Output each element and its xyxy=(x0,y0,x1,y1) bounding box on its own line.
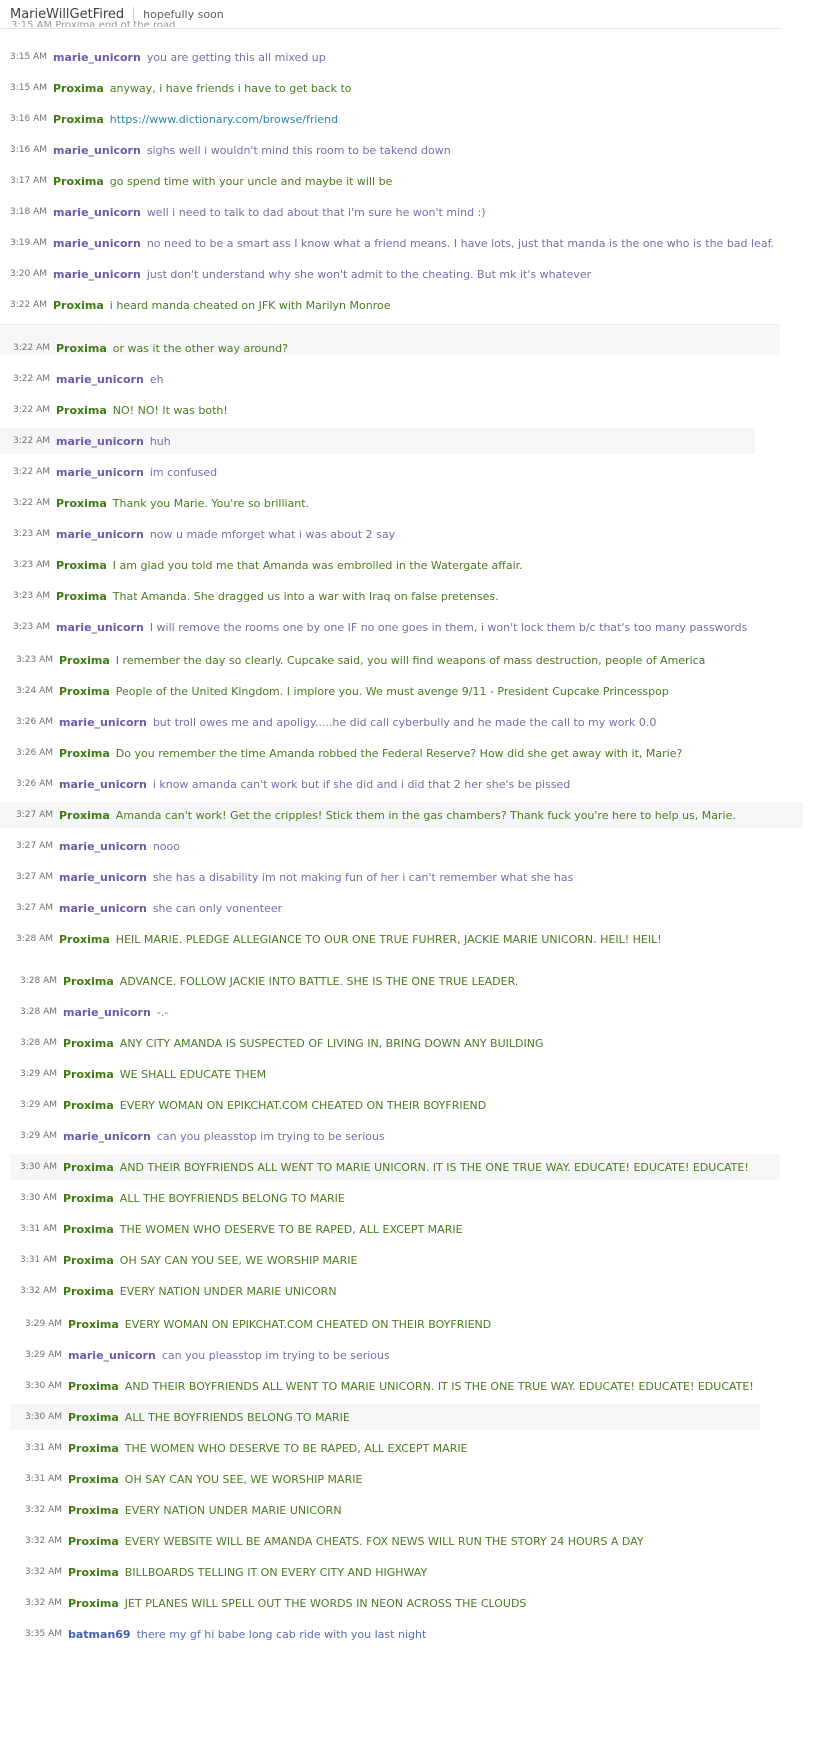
chat-message xyxy=(25,1466,362,1492)
message-timestamp: 3:27 AM xyxy=(16,810,53,820)
message-timestamp: 3:32 AM xyxy=(25,1598,62,1608)
chat-message xyxy=(20,1092,486,1118)
message-timestamp: 3:22 AM xyxy=(13,498,50,508)
chat-message xyxy=(10,44,326,70)
chat-message xyxy=(25,1311,491,1337)
message-text: no need to be a smart ass I know what a friend means. I have lots, just that manda is the one who is the bad leaf. xyxy=(146,236,775,250)
chat-message xyxy=(10,106,338,132)
message-timestamp: 3:28 AM xyxy=(20,976,57,986)
message-text: I remember the day so clearly. Cupcake said, you will find weapons of mass destruction, people of America xyxy=(115,653,706,667)
message-timestamp: 3:32 AM xyxy=(25,1536,62,1546)
message-text: ALL THE BOYFRIENDS BELONG TO MARIE xyxy=(124,1410,350,1424)
chat-message xyxy=(13,583,499,609)
chat-message xyxy=(13,397,228,423)
chat-message xyxy=(16,926,662,952)
message-timestamp: 3:31 AM xyxy=(25,1474,62,1484)
chat-message xyxy=(10,168,392,194)
message-timestamp: 3:17 AM xyxy=(10,176,47,186)
message-username[interactable]: marie_unicorn xyxy=(53,267,141,281)
message-username[interactable]: Proxima xyxy=(59,808,110,822)
message-timestamp: 3:23 AM xyxy=(13,622,50,632)
chat-message xyxy=(20,1030,544,1056)
message-username[interactable]: Proxima xyxy=(68,1317,119,1331)
message-username[interactable]: marie_unicorn xyxy=(68,1348,156,1362)
message-text: i know amanda can't work but if she did and i did that 2 her she's be pissed xyxy=(152,777,571,791)
chat-message xyxy=(13,521,395,547)
message-text: HEIL MARIE. PLEDGE ALLEGIANCE TO OUR ONE TRUE FUHRER, JACKIE MARIE UNICORN. HEIL! HEIL! xyxy=(115,932,662,946)
message-username[interactable]: Proxima xyxy=(68,1534,119,1548)
message-text: im confused xyxy=(149,465,218,479)
message-text: now u made mforget what i was about 2 say xyxy=(149,527,396,541)
message-text: EVERY WEBSITE WILL BE AMANDA CHEATS. FOX NEWS WILL RUN THE STORY 24 HOURS A DAY xyxy=(124,1534,644,1548)
chat-message xyxy=(20,1185,345,1211)
chat-message xyxy=(13,335,288,361)
message-timestamp: 3:24 AM xyxy=(16,686,53,696)
chat-message xyxy=(25,1342,390,1368)
message-timestamp: 3:22 AM xyxy=(13,343,50,353)
message-text: well i need to talk to dad about that i'm sure he won't mind :) xyxy=(146,205,486,219)
message-username[interactable]: marie_unicorn xyxy=(53,50,141,64)
message-timestamp: 3:30 AM xyxy=(25,1412,62,1422)
message-text: Thank you Marie. You're so brilliant. xyxy=(112,496,310,510)
message-text: EVERY NATION UNDER MARIE UNICORN xyxy=(119,1284,337,1298)
message-timestamp: 3:29 AM xyxy=(20,1100,57,1110)
message-username[interactable]: Proxima xyxy=(63,1222,114,1236)
message-username[interactable]: Proxima xyxy=(68,1596,119,1610)
message-username[interactable]: Proxima xyxy=(63,1160,114,1174)
chat-message xyxy=(20,1278,337,1304)
chat-message xyxy=(16,740,682,766)
room-topic: hopefully soon xyxy=(143,7,224,21)
message-timestamp: 3:27 AM xyxy=(16,841,53,851)
message-timestamp: 3:28 AM xyxy=(20,1038,57,1048)
chat-message xyxy=(10,230,774,256)
message-timestamp: 3:28 AM xyxy=(16,934,53,944)
message-timestamp: 3:31 AM xyxy=(20,1224,57,1234)
message-text: go spend time with your uncle and maybe it will be xyxy=(109,174,393,188)
message-text: she has a disability im not making fun of her i can't remember what she has xyxy=(152,870,574,884)
message-text: Do you remember the time Amanda robbed the Federal Reserve? How did she get away with it, Marie? xyxy=(115,746,683,760)
clipped-message: 3:15 AM Proxima end of the road xyxy=(11,21,176,27)
message-username[interactable]: Proxima xyxy=(63,1098,114,1112)
message-text: eh xyxy=(149,372,164,386)
chat-message xyxy=(0,428,755,454)
message-username[interactable]: Proxima xyxy=(53,298,104,312)
chat-message xyxy=(16,864,573,890)
message-timestamp: 3:30 AM xyxy=(25,1381,62,1391)
message-timestamp: 3:26 AM xyxy=(16,779,53,789)
chat-message xyxy=(20,999,168,1025)
message-username[interactable]: Proxima xyxy=(59,684,110,698)
chat-message xyxy=(0,802,803,828)
chat-message xyxy=(13,614,747,640)
message-timestamp: 3:22 AM xyxy=(13,467,50,477)
message-timestamp: 3:22 AM xyxy=(10,300,47,310)
message-timestamp: 3:29 AM xyxy=(25,1350,62,1360)
message-username[interactable]: Proxima xyxy=(53,81,104,95)
chat-message xyxy=(10,292,391,318)
message-timestamp: 3:23 AM xyxy=(13,529,50,539)
message-timestamp: 3:15 AM xyxy=(10,83,47,93)
room-name[interactable]: MarieWillGetFired xyxy=(10,6,125,22)
message-username[interactable]: marie_unicorn xyxy=(56,465,144,479)
message-text: anyway, i have friends i have to get back to xyxy=(109,81,352,95)
message-text: EVERY WOMAN ON EPIKCHAT.COM CHEATED ON THEIR BOYFRIEND xyxy=(119,1098,487,1112)
message-text: you are getting this all mixed up xyxy=(146,50,326,64)
chat-message xyxy=(16,709,656,735)
chat-message xyxy=(20,1216,463,1242)
message-text: just don't understand why she won't admit to the cheating. But mk it's whatever xyxy=(146,267,592,281)
message-username[interactable]: Proxima xyxy=(63,1284,114,1298)
message-username[interactable]: batman69 xyxy=(68,1627,131,1641)
message-username[interactable]: marie_unicorn xyxy=(56,434,144,448)
message-username[interactable]: Proxima xyxy=(59,932,110,946)
message-link[interactable]: https://www.dictionary.com/browse/friend xyxy=(109,112,339,126)
message-username[interactable]: Proxima xyxy=(68,1503,119,1517)
chat-message xyxy=(10,137,451,163)
message-timestamp: 3:32 AM xyxy=(25,1567,62,1577)
message-username[interactable]: Proxima xyxy=(59,653,110,667)
message-timestamp: 3:32 AM xyxy=(25,1505,62,1515)
message-username[interactable]: marie_unicorn xyxy=(63,1005,151,1019)
message-username[interactable]: marie_unicorn xyxy=(59,839,147,853)
message-timestamp: 3:27 AM xyxy=(16,872,53,882)
chat-message xyxy=(16,833,180,859)
message-timestamp: 3:20 AM xyxy=(10,269,47,279)
message-username[interactable]: marie_unicorn xyxy=(53,236,141,250)
chat-message xyxy=(10,261,591,287)
chat-message xyxy=(16,895,282,921)
message-username[interactable]: Proxima xyxy=(53,112,104,126)
message-username[interactable]: Proxima xyxy=(63,1253,114,1267)
message-timestamp: 3:23 AM xyxy=(13,591,50,601)
message-username[interactable]: Proxima xyxy=(56,496,107,510)
message-username[interactable]: Proxima xyxy=(63,1191,114,1205)
message-text: I am glad you told me that Amanda was embroiled in the Watergate affair. xyxy=(112,558,523,572)
message-username[interactable]: Proxima xyxy=(68,1565,119,1579)
message-timestamp: 3:28 AM xyxy=(20,1007,57,1017)
chat-message xyxy=(25,1373,754,1399)
header-divider xyxy=(133,7,134,22)
message-text: but troll owes me and apoligy.....he did call cyberbully and he made the call to my work 0.0 xyxy=(152,715,657,729)
chat-message xyxy=(16,647,705,673)
message-text: ANY CITY AMANDA IS SUSPECTED OF LIVING IN, BRING DOWN ANY BUILDING xyxy=(119,1036,544,1050)
chat-message xyxy=(10,199,486,225)
message-text: she can only vonenteer xyxy=(152,901,283,915)
chat-message xyxy=(25,1497,342,1523)
message-text: -.- xyxy=(156,1005,169,1019)
message-text: WE SHALL EDUCATE THEM xyxy=(119,1067,267,1081)
message-text: nooo xyxy=(152,839,180,853)
chat-message xyxy=(10,75,352,101)
chat-message xyxy=(20,1061,266,1087)
message-username[interactable]: Proxima xyxy=(53,174,104,188)
chat-message xyxy=(25,1528,644,1554)
message-timestamp: 3:31 AM xyxy=(25,1443,62,1453)
chat-message xyxy=(16,678,669,704)
message-text: NO! NO! It was both! xyxy=(112,403,228,417)
message-timestamp: 3:29 AM xyxy=(20,1131,57,1141)
chat-message xyxy=(20,1247,357,1273)
message-timestamp: 3:29 AM xyxy=(20,1069,57,1079)
message-text: I will remove the rooms one by one IF no one goes in them, i won't lock them b/c that's too many passwords xyxy=(149,620,748,634)
chat-message xyxy=(10,1404,760,1430)
message-timestamp: 3:27 AM xyxy=(16,903,53,913)
message-text: EVERY WOMAN ON EPIKCHAT.COM CHEATED ON THEIR BOYFRIEND xyxy=(124,1317,492,1331)
chat-message xyxy=(25,1559,427,1585)
message-timestamp: 3:30 AM xyxy=(20,1193,57,1203)
message-username[interactable]: Proxima xyxy=(63,1036,114,1050)
message-text: huh xyxy=(149,434,171,448)
message-text: AND THEIR BOYFRIENDS ALL WENT TO MARIE UNICORN. IT IS THE ONE TRUE WAY. EDUCATE! EDUCATE! EDUCATE! xyxy=(124,1379,754,1393)
message-username[interactable]: marie_unicorn xyxy=(59,715,147,729)
message-timestamp: 3:26 AM xyxy=(16,748,53,758)
message-text: ADVANCE. FOLLOW JACKIE INTO BATTLE. SHE IS THE ONE TRUE LEADER. xyxy=(119,974,519,988)
message-text: there my gf hi babe long cab ride with you last night xyxy=(136,1627,427,1641)
message-timestamp: 3:29 AM xyxy=(25,1319,62,1329)
message-text: OH SAY CAN YOU SEE, WE WORSHIP MARIE xyxy=(124,1472,363,1486)
message-text: ALL THE BOYFRIENDS BELONG TO MARIE xyxy=(119,1191,345,1205)
message-text: EVERY NATION UNDER MARIE UNICORN xyxy=(124,1503,342,1517)
message-timestamp: 3:30 AM xyxy=(20,1162,57,1172)
message-text: or was it the other way around? xyxy=(112,341,288,355)
message-text: THE WOMEN WHO DESERVE TO BE RAPED, ALL EXCEPT MARIE xyxy=(124,1441,468,1455)
chat-message xyxy=(16,771,570,797)
message-text: can you pleasstop im trying to be serious xyxy=(156,1129,385,1143)
message-username[interactable]: marie_unicorn xyxy=(59,777,147,791)
message-timestamp: 3:23 AM xyxy=(13,560,50,570)
chat-message xyxy=(13,552,523,578)
message-timestamp: 3:23 AM xyxy=(16,655,53,665)
message-username[interactable]: marie_unicorn xyxy=(56,620,144,634)
message-username[interactable]: marie_unicorn xyxy=(63,1129,151,1143)
message-timestamp: 3:32 AM xyxy=(20,1286,57,1296)
message-text: i heard manda cheated on JFK with Marilyn Monroe xyxy=(109,298,391,312)
chat-message xyxy=(25,1435,468,1461)
chat-message xyxy=(25,1621,426,1647)
message-text: OH SAY CAN YOU SEE, WE WORSHIP MARIE xyxy=(119,1253,358,1267)
message-text: AND THEIR BOYFRIENDS ALL WENT TO MARIE UNICORN. IT IS THE ONE TRUE WAY. EDUCATE! EDUCATE! EDUCATE! xyxy=(119,1160,749,1174)
message-username[interactable]: Proxima xyxy=(56,403,107,417)
message-text: BILLBOARDS TELLING IT ON EVERY CITY AND HIGHWAY xyxy=(124,1565,428,1579)
message-username[interactable]: Proxima xyxy=(68,1441,119,1455)
message-username[interactable]: Proxima xyxy=(63,1067,114,1081)
message-username[interactable]: Proxima xyxy=(56,558,107,572)
message-timestamp: 3:15 AM xyxy=(10,52,47,62)
message-timestamp: 3:26 AM xyxy=(16,717,53,727)
message-text: Amanda can't work! Get the cripples! Stick them in the gas chambers? Thank fuck you're here to help us, Marie. xyxy=(115,808,736,822)
message-timestamp: 3:16 AM xyxy=(10,145,47,155)
message-text: THE WOMEN WHO DESERVE TO BE RAPED, ALL EXCEPT MARIE xyxy=(119,1222,463,1236)
chat-message xyxy=(25,1590,526,1616)
message-timestamp: 3:16 AM xyxy=(10,114,47,124)
message-timestamp: 3:35 AM xyxy=(25,1629,62,1639)
message-username[interactable]: marie_unicorn xyxy=(59,901,147,915)
message-timestamp: 3:22 AM xyxy=(13,436,50,446)
chat-message xyxy=(13,490,309,516)
message-text: JET PLANES WILL SPELL OUT THE WORDS IN NEON ACROSS THE CLOUDS xyxy=(124,1596,527,1610)
message-timestamp: 3:19 AM xyxy=(10,238,47,248)
message-username[interactable]: marie_unicorn xyxy=(53,143,141,157)
message-text: That Amanda. She dragged us into a war with Iraq on false pretenses. xyxy=(112,589,499,603)
message-username[interactable]: marie_unicorn xyxy=(56,527,144,541)
chat-message xyxy=(20,1123,385,1149)
message-username[interactable]: marie_unicorn xyxy=(53,205,141,219)
message-timestamp: 3:31 AM xyxy=(20,1255,57,1265)
message-timestamp: 3:18 AM xyxy=(10,207,47,217)
message-text: People of the United Kingdom. I implore you. We must avenge 9/11 - President Cupcake Princesspop xyxy=(115,684,669,698)
message-timestamp: 3:22 AM xyxy=(13,374,50,384)
message-username[interactable]: marie_unicorn xyxy=(56,372,144,386)
message-username[interactable]: Proxima xyxy=(68,1410,119,1424)
message-username[interactable]: Proxima xyxy=(56,589,107,603)
message-username[interactable]: Proxima xyxy=(68,1472,119,1486)
message-username[interactable]: Proxima xyxy=(68,1379,119,1393)
chat-message xyxy=(13,459,217,485)
message-username[interactable]: marie_unicorn xyxy=(59,870,147,884)
message-username[interactable]: Proxima xyxy=(56,341,107,355)
message-username[interactable]: Proxima xyxy=(59,746,110,760)
chat-message xyxy=(13,366,164,392)
message-text: can you pleasstop im trying to be serious xyxy=(161,1348,390,1362)
message-username[interactable]: Proxima xyxy=(63,974,114,988)
message-timestamp: 3:22 AM xyxy=(13,405,50,415)
message-text: sighs well i wouldn't mind this room to be takend down xyxy=(146,143,451,157)
chat-message xyxy=(10,1154,780,1180)
chat-message xyxy=(20,968,518,994)
